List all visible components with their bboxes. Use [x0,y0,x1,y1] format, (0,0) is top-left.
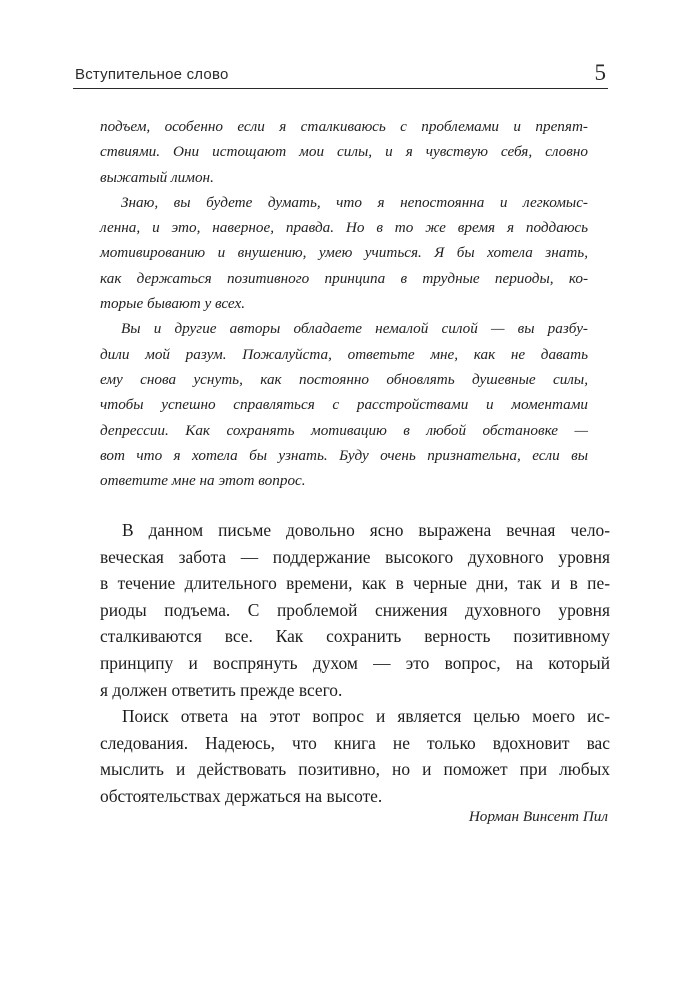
letter-line: дили мой разум. Пожалуйста, ответьте мне, как не давать [100,345,588,363]
letter-line: выжатый лимон. [100,168,214,186]
section-title: Вступительное слово [75,66,229,83]
body-line: Поиск ответа на этот вопрос и является целью моего ис- [122,706,610,727]
letter-line: ему снова уснуть, как постоянно обновлять душевные силы, [100,370,588,388]
running-header [73,58,608,89]
letter-line: подъем, особенно если я сталкиваюсь с проблемами и препят- [100,118,588,135]
body-line: риоды подъема. С проблемой снижения духовного уровня [100,599,610,620]
letter-line: как держаться позитивного принципа в трудные периоды, ко- [100,269,588,287]
body-line: обстоятельствах держаться на высоте. [100,785,383,806]
letter-line: Знаю, вы будете думать, что я непостоянна и легкомыс- [121,193,588,211]
author-signature: Норман Винсент Пил [468,808,608,825]
body-line: сталкиваются все. Как сохранить верность позитивному [100,626,610,647]
letter-line: депрессии. Как сохранять мотивацию в любой обстановке — [100,421,588,439]
letter-line: ответите мне на этот вопрос. [100,472,306,490]
letter-line: вот что я хотела бы узнать. Буду очень признательна, если вы [100,446,588,464]
body-line: принципу и воспрянуть духом — это вопрос, на который [100,652,610,673]
body-line: я должен ответить прежде всего. [100,679,343,700]
quoted-letter [100,114,588,493]
body-line: веческая забота — поддержание высокого духовного уровня [100,546,610,567]
page-number: 5 [594,60,606,85]
letter-line: торые бывают у всех. [100,295,246,313]
letter-line: ленна, и это, наверное, правда. Но в то же время я поддаюсь [100,219,588,237]
body-text [100,517,610,810]
body-line: В данном письме довольно ясно выражена вечная чело- [122,520,610,540]
body-line: мыслить и действовать позитивно, но и поможет при любых [100,759,610,780]
letter-line: Вы и другие авторы обладаете немалой силой — вы разбу- [121,320,588,338]
letter-line: мотивированию и внушению, умею учиться. Я бы хотела знать, [100,244,588,262]
body-line: в течение длительного времени, как в черные дни, так и в пе- [100,573,610,594]
letter-line: чтобы успешно справляться с расстройствами и моментами [100,396,588,414]
letter-line: ствиями. Они истощают мои силы, и я чувствую себя, словно [100,143,588,161]
body-line: следования. Надеюсь, что книга не только вдохновит вас [100,732,610,753]
